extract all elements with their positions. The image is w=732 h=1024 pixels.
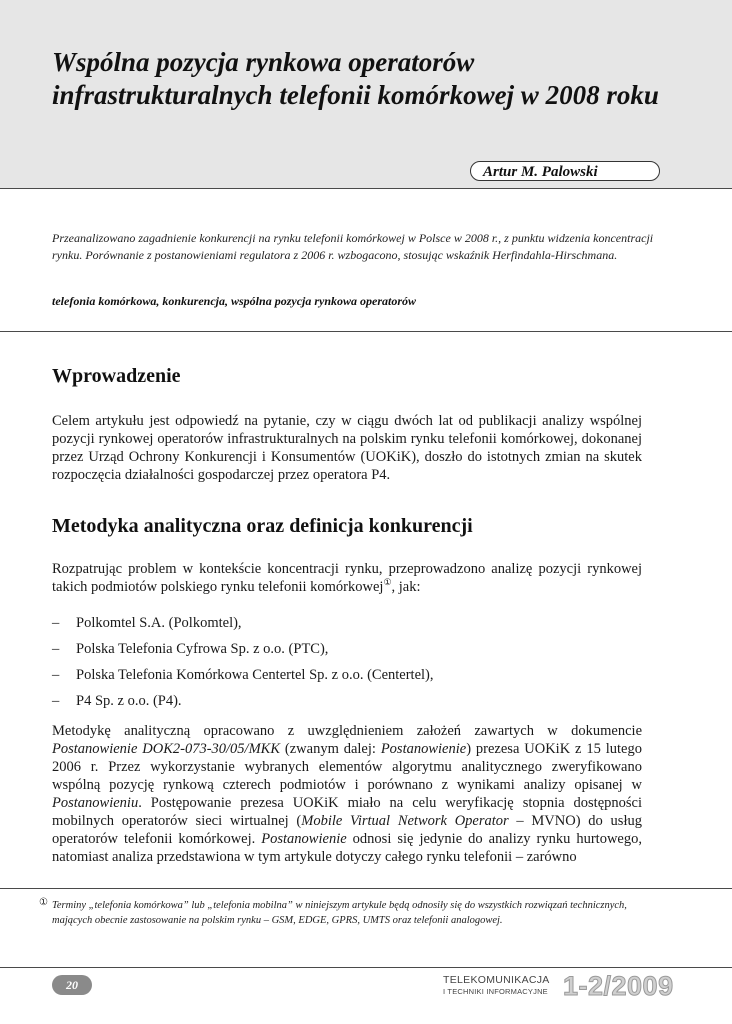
- operator-list: [52, 614, 642, 718]
- abstract: Przeanalizowano zagadnienie konkurencji na rynku telefonii komórkowej w Polsce w 2008 r., z punktu widzenia koncentracji rynku. Porównanie z postanowieniami regulatora z 2006 r. wzbogacono, stosując wskaźnik Herfindahla-Hirschmana.: [52, 231, 654, 262]
- title-line-2: infrastrukturalnych telefonii komórkowej w 2008 roku: [52, 80, 659, 110]
- methodology-text: Rozpatrując problem w kontekście koncentracji rynku, przeprowadzono analizę pozycji rynkowej takich podmiotów polskiego rynku telefonii komórkowej: [52, 561, 642, 595]
- divider-top: [0, 331, 732, 332]
- journal-name: [443, 975, 550, 997]
- heading-methodology: Metodyka analityczna oraz definicja konkurencji: [52, 515, 473, 537]
- list-item: [52, 640, 642, 666]
- list-item-text: Polkomtel S.A. (Polkomtel),: [76, 615, 242, 631]
- text-run: . Postępowanie prezesa UOKiK miało na celu weryfikację stopnia dostępności mobilnych operatorów sieci wirtualnej (: [52, 795, 642, 829]
- document-short-name: Postanowienie: [261, 831, 347, 847]
- mvno-term: Mobile Virtual Network Operator: [301, 813, 509, 829]
- document-short-name: Postanowienie: [380, 741, 467, 757]
- heading-introduction: Wprowadzenie: [52, 365, 181, 387]
- author-name: Artur M. Palowski: [483, 164, 598, 180]
- journal-name-line-2: I TECHNIKI INFORMACYJNE: [443, 987, 548, 996]
- methodology-paragraph: [52, 560, 642, 596]
- text-run: odnosi się jedynie do analizy rynku hurtowego, natomiast analiza przedstawiona w tym artykule dotyczy całego rynku telefonii – zarówno: [52, 831, 642, 865]
- intro-paragraph: Celem artykułu jest odpowiedź na pytanie, czy w ciągu dwóch lat od publikacji analizy wspólnej pozycji rynkowej operatorów infrastrukturalnych na polskim rynku telefonii komórkowej, dokonanej przez Urząd Ochrony Konkurencji i Konsumentów (UOKiK), doszło do istotnych zmian na skutek rozpoczęcia działalności gospodarczej przez operatora P4.: [52, 413, 642, 483]
- text-run: ) prezesa UOKiK z 15 lutego 2006 r. Przez wykorzystanie wybranych elementów algorytmu analitycznego zweryfikowano wspólną pozycję rynkową czterech podmiotów i porównano z wynikami analizy opisanej w: [52, 741, 642, 793]
- divider-footnote: [0, 888, 732, 889]
- title-line-1: Wspólna pozycja rynkowa operatorów: [52, 47, 475, 77]
- list-item: [52, 692, 642, 718]
- list-dash: –: [52, 693, 60, 709]
- issue-number: 1-2/2009: [563, 971, 674, 1001]
- journal-name-line-1: TELEKOMUNIKACJA: [443, 974, 550, 986]
- list-dash: –: [52, 667, 60, 683]
- footnote-text: Terminy „telefonia komórkowa” lub „telefonia mobilna” w niniejszym artykule będą odnosiły się do wszystkich rozwiązań technicznych, mających obecnie zastosowanie na polskim rynku – GSM, EDGE, GPRS, UMTS oraz telefonii analogowej.: [52, 900, 627, 926]
- document-short-name: Postanowieniu: [52, 795, 139, 811]
- list-dash: –: [52, 615, 60, 631]
- divider-bottom: [0, 967, 732, 968]
- methodology-text-end: , jak:: [391, 579, 421, 595]
- page-number: 20: [52, 975, 92, 995]
- list-item-text: Polska Telefonia Komórkowa Centertel Sp. z o.o. (Centertel),: [76, 667, 434, 683]
- document-reference: Postanowienie DOK2-073-30/05/MKK: [52, 741, 281, 757]
- text-run: (zwanym dalej:: [280, 741, 381, 757]
- keywords: telefonia komórkowa, konkurencja, wspólna pozycja rynkowa operatorów: [52, 294, 417, 308]
- list-item: [52, 666, 642, 692]
- methodology-paragraph-2: [52, 722, 642, 866]
- list-item-text: P4 Sp. z o.o. (P4).: [76, 693, 182, 709]
- text-run: – MVNO) do usług operatorów telefonii komórkowej.: [52, 813, 642, 847]
- footnote-reference[interactable]: ①: [383, 577, 392, 588]
- list-item-text: Polska Telefonia Cyfrowa Sp. z o.o. (PTC),: [76, 641, 329, 657]
- list-item: [52, 614, 642, 640]
- text-run: Metodykę analityczną opracowano z uwzględnieniem założeń zawartych w dokumencie: [52, 723, 642, 739]
- footnote-mark: ①: [39, 897, 48, 908]
- article-title: [52, 46, 692, 112]
- list-dash: –: [52, 641, 60, 657]
